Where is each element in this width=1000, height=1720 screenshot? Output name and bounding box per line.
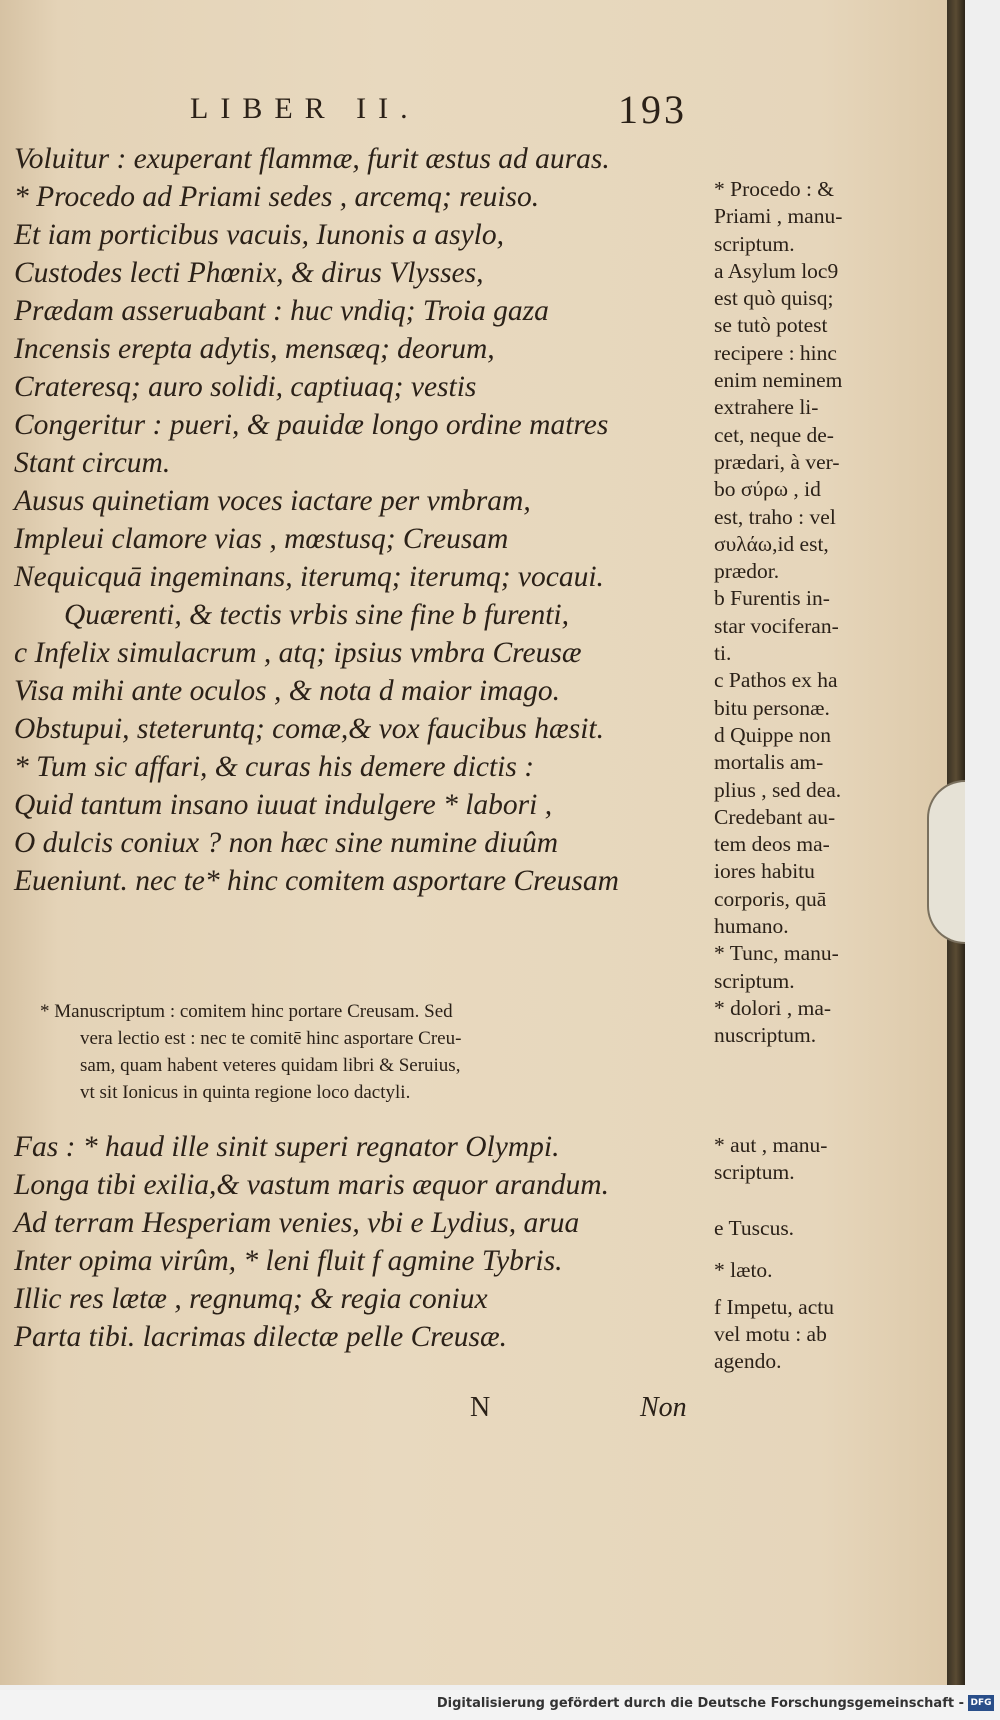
margin-note-line: * Tunc, manu-	[714, 941, 839, 966]
margin-notes-bottom	[714, 1132, 914, 1375]
margin-note-line: se tutò potest	[714, 313, 828, 338]
signature-mark: N	[470, 1392, 491, 1423]
verse-line: * Tum sic affari, & curas his demere dictis :	[14, 751, 535, 783]
margin-note-line: * Procedo : &	[714, 177, 835, 201]
margin-note-line: c Pathos ex ha	[714, 668, 838, 693]
dfg-logo: DFG	[968, 1695, 994, 1711]
margin-note-line: a Asylum loc9	[714, 258, 839, 283]
verse-line: Incensis erepta adytis, mensæq; deorum,	[14, 333, 495, 365]
header-title: LIBER II.	[190, 92, 420, 125]
verse-line: Parta tibi. lacrimas dilectæ pelle Creusæ.	[14, 1321, 508, 1353]
verse-line: * Procedo ad Priami sedes , arcemq; reuiso.	[14, 181, 540, 213]
verse-line: Prædam asseruabant : huc vndiq; Troia gaza	[14, 295, 549, 327]
margin-note-line: iores habitu	[714, 859, 815, 884]
margin-note-line: e Tuscus.	[714, 1216, 795, 1240]
verse-line: O dulcis coniux ? non hæc sine numine diuûm	[14, 827, 559, 859]
margin-note-line: tem deos ma-	[714, 832, 830, 857]
margin-note-line: scriptum.	[714, 1160, 795, 1184]
margin-note-line: f Impetu, actu	[714, 1295, 834, 1319]
footnote-line: * Manuscriptum : comitem hinc portare Creusam. Sed	[40, 1001, 453, 1022]
margin-note-line: est, traho : vel	[714, 504, 836, 529]
page-number: 193	[618, 87, 687, 132]
verse-line: Eueniunt. nec te* hinc comitem asportare Creusam	[14, 865, 619, 897]
margin-note-line: * aut , manu-	[714, 1133, 828, 1157]
verse-line: Visa mihi ante oculos , & nota d maior imago.	[14, 675, 561, 707]
verse-line: Et iam porticibus vacuis, Iunonis a asylo,	[14, 219, 504, 251]
footer-bar	[0, 1690, 1000, 1720]
margin-note-line: prædari, à ver-	[714, 449, 840, 474]
footnote-line: vera lectio est : nec te comitē hinc asportare Creu-	[80, 1028, 462, 1049]
footnote-block	[40, 998, 680, 1106]
verse-line: c Infelix simulacrum , atq; ipsius vmbra Creusæ	[14, 637, 582, 669]
catchword: Non	[640, 1392, 687, 1423]
verse-line: Ausus quinetiam voces iactare per vmbram,	[14, 485, 531, 517]
margin-note-line: nuscriptum.	[714, 1023, 817, 1048]
verse-line: Inter opima virûm, * leni fluit f agmine Tybris.	[14, 1245, 563, 1277]
verse-line: Longa tibi exilia,& vastum maris æquor arandum.	[14, 1169, 609, 1201]
margin-note-line: star vociferan-	[714, 613, 839, 638]
margin-note-line: d Quippe non	[714, 722, 832, 747]
verse-block-bottom	[14, 1128, 714, 1356]
verse-line: Fas : * haud ille sinit superi regnator Olympi.	[14, 1131, 560, 1163]
margin-note-line: recipere : hinc	[714, 340, 837, 365]
margin-note-line: vel motu : ab	[714, 1322, 827, 1346]
footnote-line: sam, quam habent veteres quidam libri & Seruius,	[80, 1055, 461, 1076]
margin-note-line: scriptum.	[714, 231, 795, 256]
verse-line: Obstupui, steteruntq; comæ,& vox faucibus hæsit.	[14, 713, 604, 745]
verse-line: Voluitur : exuperant flammæ, furit æstus ad auras.	[14, 143, 610, 175]
margin-notes-top	[714, 176, 914, 1050]
margin-note-line: prædor.	[714, 559, 780, 584]
margin-note-line: humano.	[714, 914, 789, 939]
margin-note-line: enim neminem	[714, 368, 843, 393]
margin-note-line: extrahere li-	[714, 395, 819, 420]
margin-note-line: συλάω,id est,	[714, 531, 829, 556]
margin-note-line: * dolori , ma-	[714, 995, 832, 1020]
verse-line: Stant circum.	[14, 447, 171, 479]
margin-note-line: b Furentis in-	[714, 586, 830, 611]
margin-note-line: ti.	[714, 641, 732, 666]
margin-note-line: bitu personæ.	[714, 695, 830, 720]
verse-line: Quid tantum insano iuuat indulgere * labori ,	[14, 789, 553, 821]
verse-line: Crateresq; auro solidi, captiuaq; vestis	[14, 371, 477, 403]
verse-line: Impleui clamore vias , mœstusq; Creusam	[14, 523, 509, 555]
margin-note-line: est quò quisq;	[714, 286, 834, 311]
margin-note-line: agendo.	[714, 1349, 782, 1373]
verse-line: Quærenti, & tectis vrbis sine fine b furenti,	[64, 599, 570, 631]
margin-note-line: Priami , manu-	[714, 204, 843, 229]
verse-line: Congeritur : pueri, & pauidæ longo ordine matres	[14, 409, 609, 441]
footnote-line: vt sit Ionicus in quinta regione loco dactyli.	[80, 1082, 411, 1103]
margin-note-line: corporis, quā	[714, 886, 827, 911]
margin-note-line: mortalis am-	[714, 750, 824, 775]
margin-note-line: scriptum.	[714, 968, 795, 993]
margin-note-line: * læto.	[714, 1258, 773, 1282]
verse-line: Illic res lætæ , regnumq; & regia coniux	[14, 1283, 488, 1315]
clip-tab	[927, 780, 965, 944]
margin-note-line: cet, neque de-	[714, 422, 834, 447]
running-header	[190, 87, 710, 132]
margin-note-line: Credebant au-	[714, 804, 836, 829]
margin-note-line: plius , sed dea.	[714, 777, 842, 802]
margin-note-line: bo σύρω , id	[714, 477, 821, 502]
footer-credit: Digitalisierung gefördert durch die Deutsche Forschungsgemeinschaft -	[436, 1696, 964, 1711]
verse-line: Custodes lecti Phœnix, & dirus Vlysses,	[14, 257, 484, 289]
verse-block-top	[14, 140, 714, 900]
verse-line: Nequicquā ingeminans, iterumq; iterumq; vocaui.	[14, 561, 604, 593]
verse-line: Ad terram Hesperiam venies, vbi e Lydius, arua	[14, 1207, 580, 1239]
